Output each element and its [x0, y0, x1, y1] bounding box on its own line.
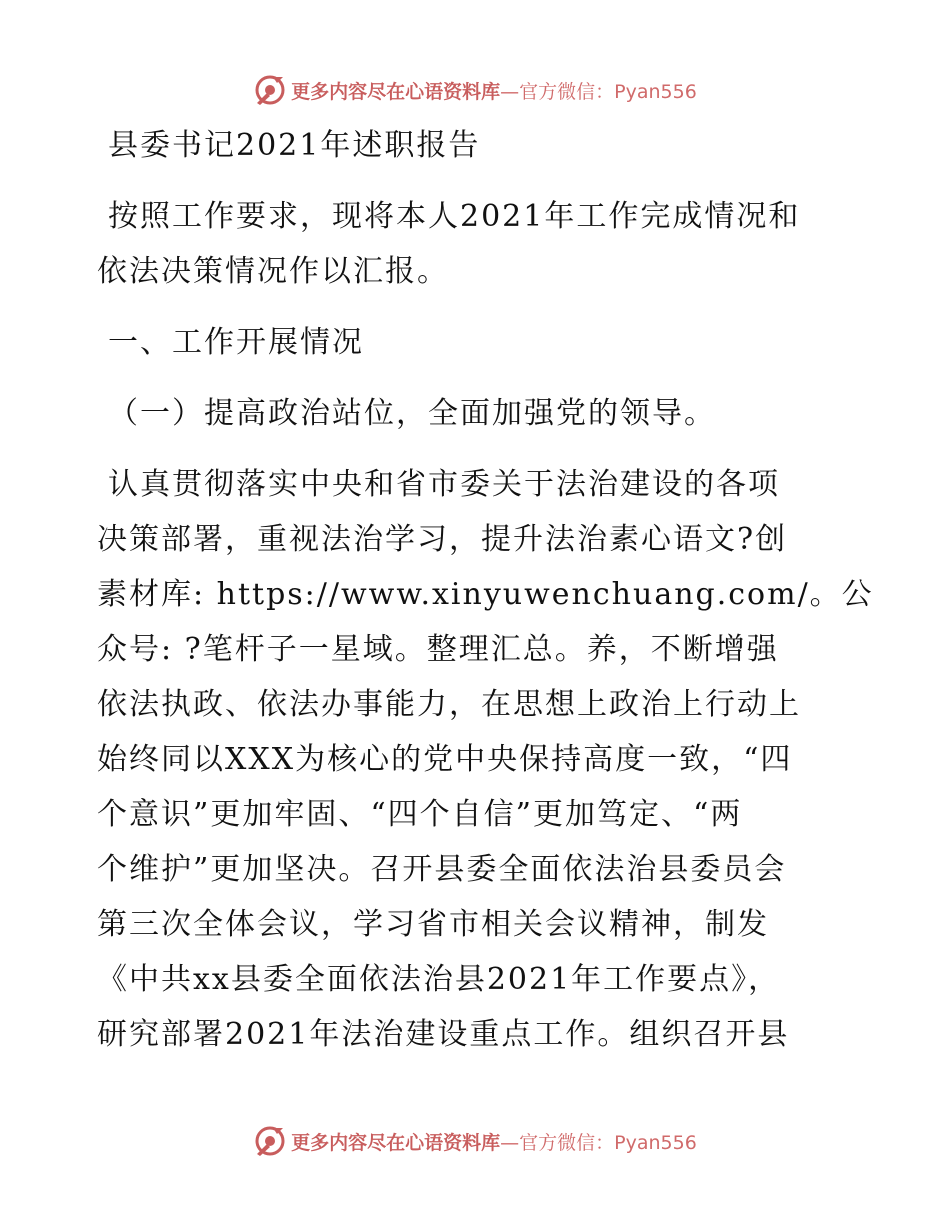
document-title: 县委书记2021年述职报告	[108, 128, 481, 163]
subsection-heading: （一）提高政治站位，全面加强党的领导。	[108, 396, 716, 431]
body-line: 依法执政、依法办事能力，在思想上政治上行动上	[97, 687, 801, 722]
watermark-main-text: 更多内容尽在心语资料库	[291, 80, 501, 103]
pen-circle-logo-icon	[253, 73, 287, 107]
watermark-main-text: 更多内容尽在心语资料库	[291, 1131, 501, 1154]
body-line: 素材库: https://www.xinyuwenchuang.com/。公	[97, 577, 874, 612]
body-line: 个维护”更加坚决。召开县委全面依法治县委员会	[97, 852, 787, 887]
body-line: 始终同以XXX为核心的党中央保持高度一致，“四	[97, 742, 793, 777]
body-line: 众号: ?笔杆子一星域。整理汇总。养，不断增强	[97, 632, 779, 667]
body-line: 认真贯彻落实中央和省市委关于法治建设的各项	[108, 467, 780, 502]
watermark-sub-text: —官方微信：Pyan556	[500, 80, 697, 103]
body-line: 第三次全体会议，学习省市相关会议精神，制发	[97, 907, 769, 942]
body-line: 《中共xx县委全面依法治县2021年工作要点》，	[97, 962, 781, 997]
body-line: 个意识”更加牢固、“四个自信”更加笃定、“两	[97, 797, 743, 832]
watermark-sub-text: —官方微信：Pyan556	[500, 1131, 697, 1154]
footer-watermark	[0, 1121, 950, 1161]
pen-circle-logo-icon	[253, 1124, 287, 1158]
document-body	[97, 118, 874, 1062]
header-watermark	[0, 70, 950, 110]
intro-line-2: 依法决策情况作以汇报。	[97, 254, 449, 289]
body-line: 决策部署，重视法治学习，提升法治素心语文?创	[97, 522, 788, 557]
section-heading: 一、工作开展情况	[108, 325, 364, 360]
intro-line-1: 按照工作要求，现将本人2021年工作完成情况和	[108, 199, 801, 234]
body-line: 研究部署2021年法治建设重点工作。组织召开县	[97, 1017, 790, 1052]
